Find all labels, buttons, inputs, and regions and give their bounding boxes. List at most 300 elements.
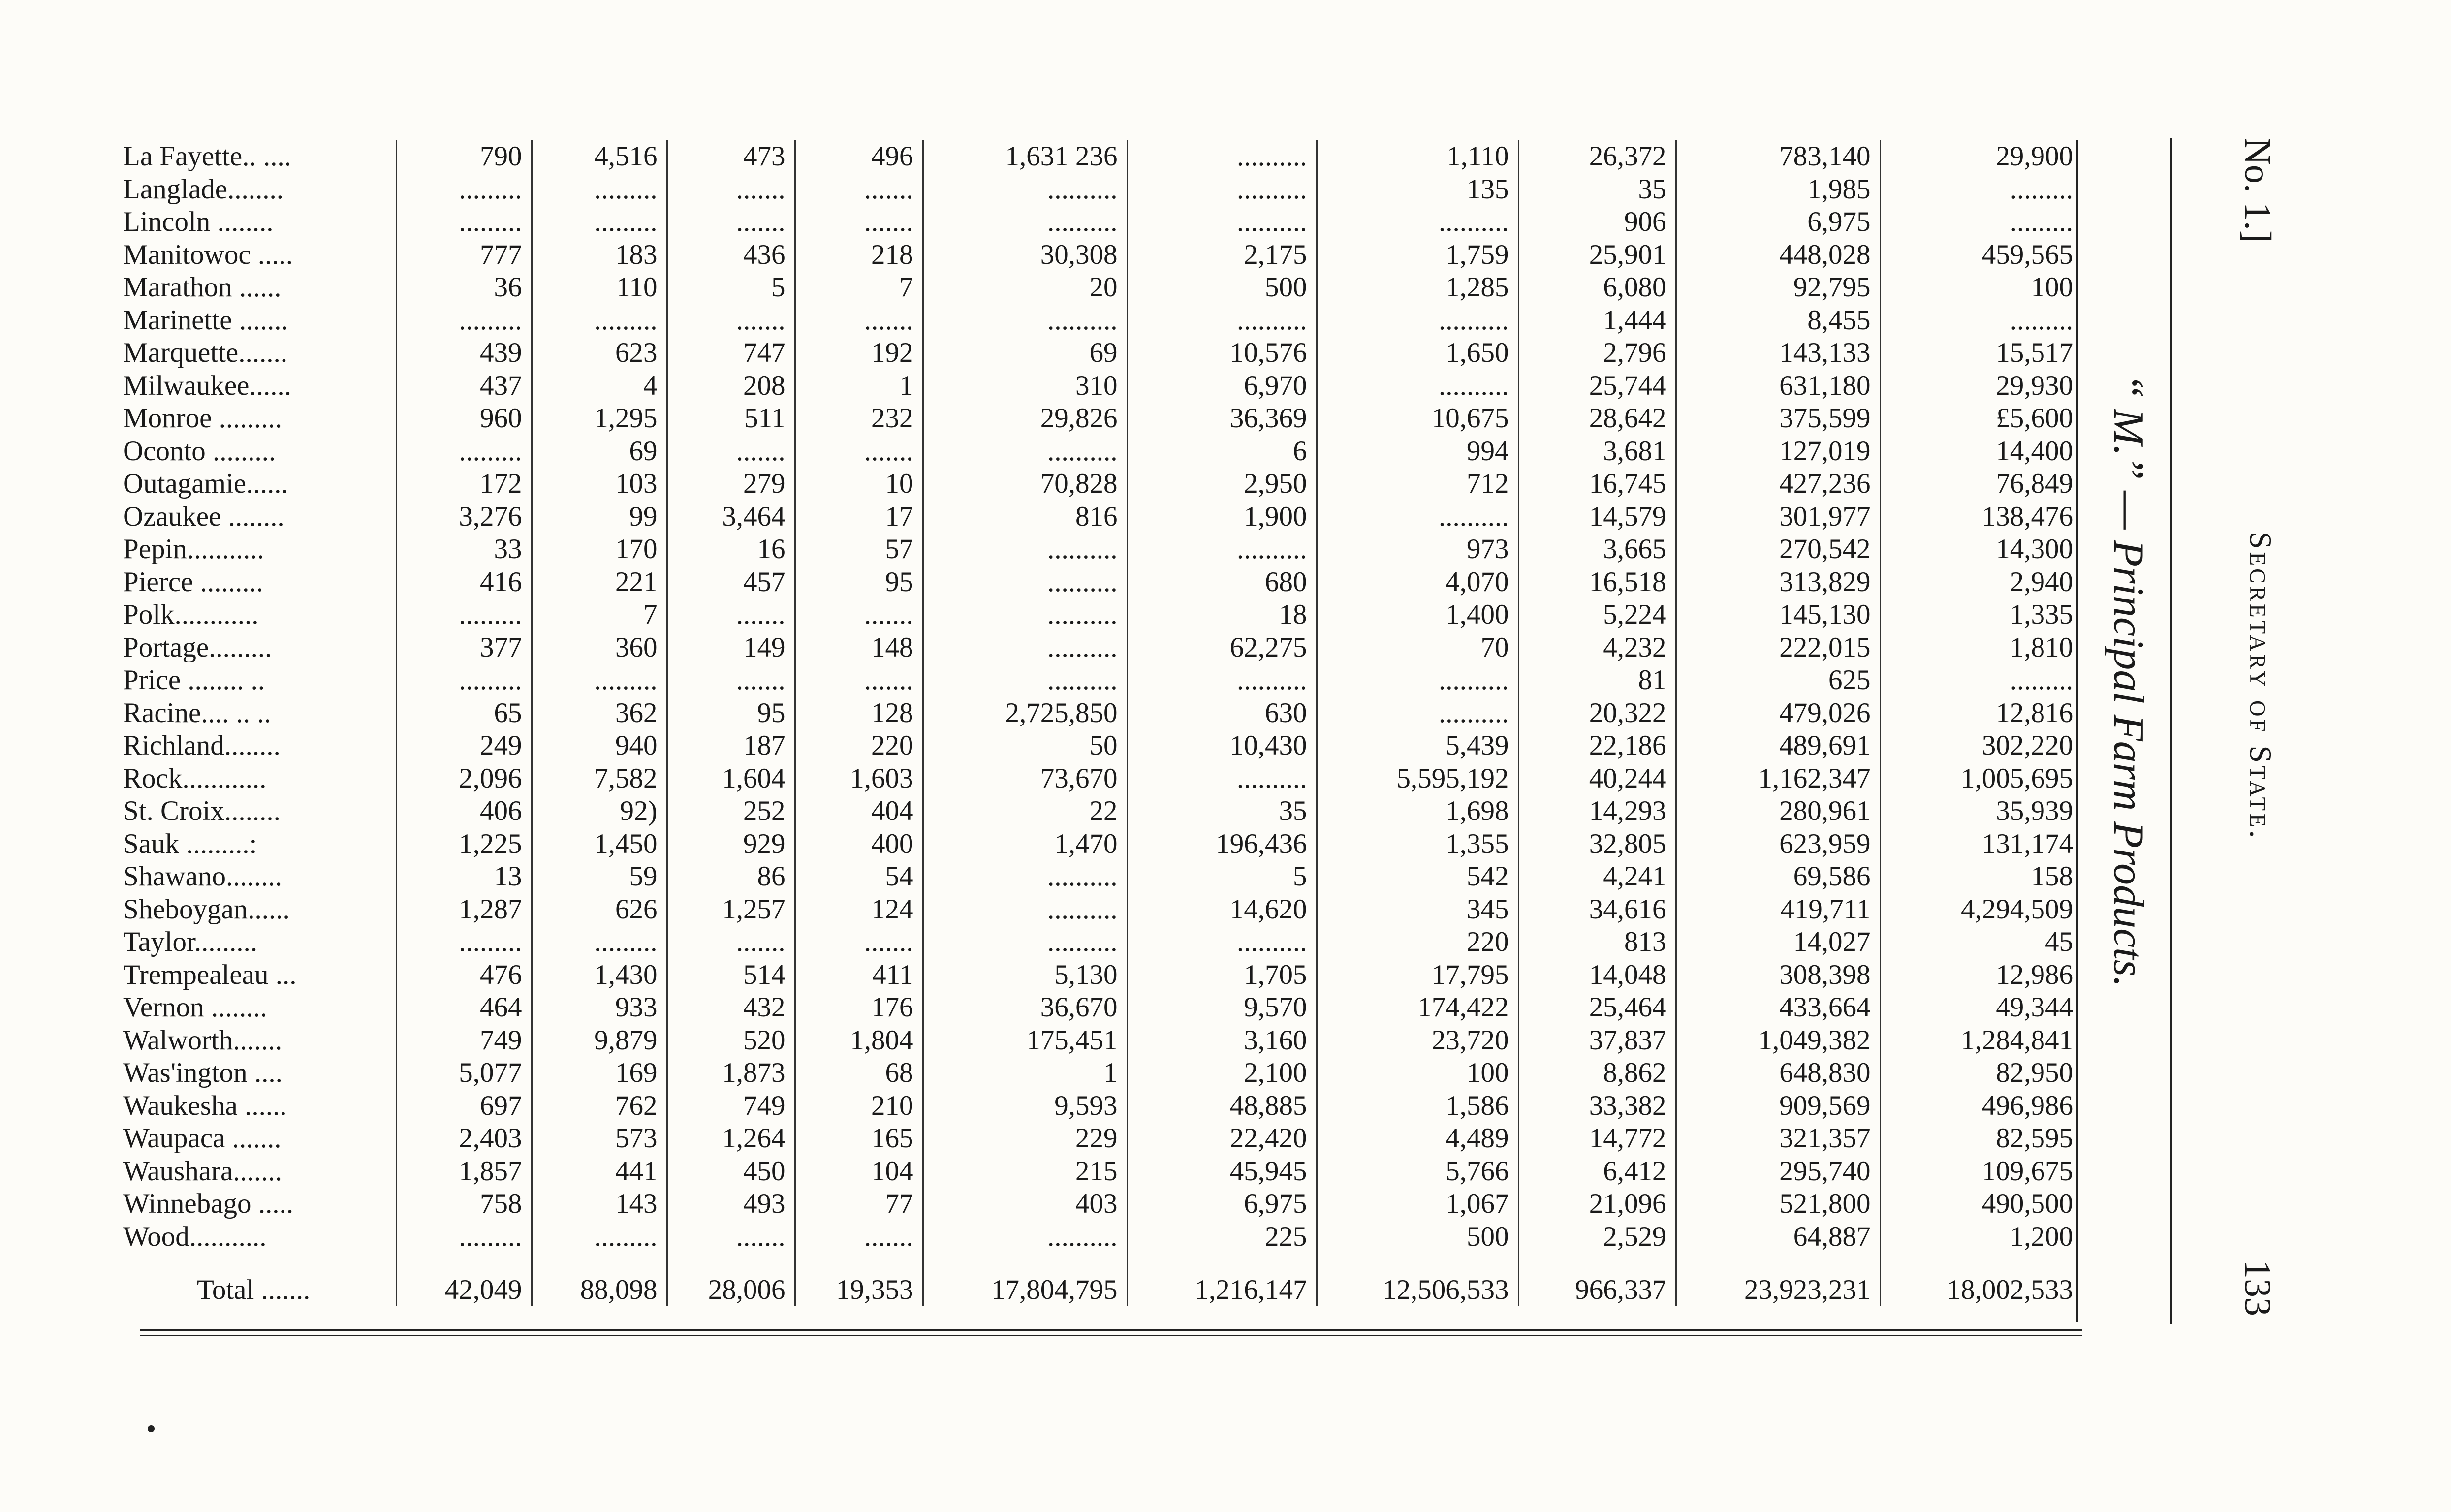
county-name: Rock............ [123,762,267,794]
value-cell: 623,959 [1676,828,1880,861]
value-cell: 99 [532,501,667,534]
value-cell: 12,986 [1880,959,2082,992]
value-cell: ......... [396,598,532,631]
value-cell: 6 [1127,435,1317,468]
value-cell: 100 [1317,1057,1518,1090]
spacer-row [123,1253,2082,1268]
value-cell: 1 [795,370,923,403]
value-cell: 1,355 [1317,828,1518,861]
value-cell: .......... [1317,697,1518,730]
table-row [123,206,2082,239]
value-cell: 1,650 [1317,337,1518,370]
county-name: Marquette....... [123,337,287,368]
value-cell: 416 [396,566,532,599]
value-cell: 360 [532,631,667,664]
value-cell: 45 [1880,926,2082,959]
value-cell: 3,160 [1127,1024,1317,1057]
value-cell: 169 [532,1057,667,1090]
county-name: Marathon ...... [123,272,282,303]
value-cell: 1,804 [795,1024,923,1057]
spacer-cell [1676,1253,1880,1268]
value-cell: 1,759 [1317,239,1518,272]
value-cell: 14,300 [1880,533,2082,566]
county-name: Racine.... .. .. [123,697,271,728]
value-cell: 473 [667,140,795,173]
value-cell: 175,451 [923,1024,1127,1057]
value-cell: 145,130 [1676,598,1880,631]
county-name: Vernon ........ [123,992,267,1023]
value-cell: 77 [795,1188,923,1221]
value-cell: 14,620 [1127,893,1317,926]
county-name: Outagamie...... [123,468,288,499]
value-cell: 1,900 [1127,501,1317,534]
value-cell: 697 [396,1090,532,1123]
county-name: Portage......... [123,631,272,663]
value-cell: ......... [396,206,532,239]
county-name: Richland........ [123,730,281,761]
page-number: 133 [2237,1260,2278,1316]
value-cell: 16 [667,533,795,566]
county-name: Walworth....... [123,1024,283,1056]
value-cell: 33 [396,533,532,566]
value-cell: 1,225 [396,828,532,861]
value-cell: 25,901 [1518,239,1676,272]
value-cell: 1,705 [1127,959,1317,992]
value-cell: 448,028 [1676,239,1880,272]
table-row [123,959,2082,992]
table-row [123,1057,2082,1090]
county-name: St. Croix........ [123,795,281,826]
value-cell: 45,945 [1127,1155,1317,1188]
value-cell: 439 [396,337,532,370]
value-cell: 1,604 [667,762,795,795]
value-cell: 542 [1317,860,1518,893]
value-cell: 816 [923,501,1127,534]
value-cell: 7 [795,271,923,304]
county-name: Was'ington .... [123,1057,283,1088]
table-row [123,991,2082,1024]
value-cell: 192 [795,337,923,370]
value-cell: 17,804,795 [923,1268,1127,1306]
value-cell: 14,048 [1518,959,1676,992]
value-cell: 2,950 [1127,468,1317,501]
farm-products-table [123,140,2082,1306]
value-cell: 4 [532,370,667,403]
value-cell: 73,670 [923,762,1127,795]
county-name: Taylor......... [123,926,258,957]
value-cell: 1,049,382 [1676,1024,1880,1057]
value-cell: 5 [667,271,795,304]
table-row [123,1155,2082,1188]
value-cell: £5,600 [1880,402,2082,435]
value-cell: 103 [532,468,667,501]
value-cell: 37,837 [1518,1024,1676,1057]
value-cell: ....... [667,206,795,239]
value-cell: 12,506,533 [1317,1268,1518,1306]
value-cell: ....... [667,173,795,206]
table-row [123,435,2082,468]
value-cell: 933 [532,991,667,1024]
value-cell: 183 [532,239,667,272]
county-name: Pierce ......... [123,566,263,598]
value-cell: 1,631 236 [923,140,1127,173]
value-cell: 4,489 [1317,1122,1518,1155]
table-row [123,566,2082,599]
value-cell: .......... [1317,206,1518,239]
value-cell: .......... [923,926,1127,959]
value-cell: 5 [1127,860,1317,893]
value-cell: 1,450 [532,828,667,861]
value-cell: 625 [1676,664,1880,697]
value-cell: 18,002,533 [1880,1268,2082,1306]
value-cell: 1,216,147 [1127,1268,1317,1306]
value-cell: 86 [667,860,795,893]
table-row [123,337,2082,370]
value-cell: 34,616 [1518,893,1676,926]
value-cell: 57 [795,533,923,566]
spacer-cell [1880,1253,2082,1268]
value-cell: .......... [923,664,1127,697]
value-cell: 220 [1317,926,1518,959]
value-cell: 5,077 [396,1057,532,1090]
spacer-cell [667,1253,795,1268]
value-cell: 511 [667,402,795,435]
value-cell: 493 [667,1188,795,1221]
value-cell: 1,586 [1317,1090,1518,1123]
value-cell: 400 [795,828,923,861]
value-cell: 69,586 [1676,860,1880,893]
value-cell: 302,220 [1880,729,2082,762]
value-cell: 59 [532,860,667,893]
value-cell: 514 [667,959,795,992]
value-cell: ......... [396,664,532,697]
value-cell: 4,516 [532,140,667,173]
value-cell: 20 [923,271,1127,304]
value-cell: 310 [923,370,1127,403]
county-name: Shawano........ [123,861,282,892]
table-row [123,239,2082,272]
value-cell: 4,070 [1317,566,1518,599]
county-name: Manitowoc ..... [123,239,293,270]
county-name: Waushara....... [123,1155,283,1187]
table-row [123,1221,2082,1254]
value-cell: .......... [1127,206,1317,239]
value-cell: 403 [923,1188,1127,1221]
value-cell: 17 [795,501,923,534]
value-cell: 13 [396,860,532,893]
table-row [123,468,2082,501]
value-cell: 15,517 [1880,337,2082,370]
value-cell: 749 [667,1090,795,1123]
value-cell: ......... [396,435,532,468]
county-name: Langlade........ [123,173,284,205]
value-cell: 135 [1317,173,1518,206]
value-cell: 172 [396,468,532,501]
spacer-cell [923,1253,1127,1268]
spacer-cell [123,1253,396,1268]
value-cell: 128 [795,697,923,730]
value-cell: .......... [923,631,1127,664]
value-cell: 313,829 [1676,566,1880,599]
value-cell: 520 [667,1024,795,1057]
value-cell: ......... [396,304,532,337]
value-cell: .......... [923,893,1127,926]
value-cell: .......... [1317,370,1518,403]
value-cell: 2,529 [1518,1221,1676,1254]
value-cell: 496,986 [1880,1090,2082,1123]
value-cell: ......... [532,304,667,337]
value-cell: 427,236 [1676,468,1880,501]
county-name: Pepin........... [123,534,264,565]
value-cell: 960 [396,402,532,435]
value-cell: 82,595 [1880,1122,2082,1155]
table-row [123,533,2082,566]
value-cell: 1,257 [667,893,795,926]
value-cell: 176 [795,991,923,1024]
value-cell: 411 [795,959,923,992]
table-row [123,926,2082,959]
value-cell: 22,186 [1518,729,1676,762]
value-cell: 95 [667,697,795,730]
value-cell: 19,353 [795,1268,923,1306]
value-cell: 2,796 [1518,337,1676,370]
value-cell: 5,130 [923,959,1127,992]
value-cell: 6,975 [1127,1188,1317,1221]
value-cell: ......... [396,926,532,959]
value-cell: 100 [1880,271,2082,304]
value-cell: 65 [396,697,532,730]
table-row [123,140,2082,173]
value-cell: ....... [795,664,923,697]
value-cell: ......... [532,206,667,239]
value-cell: ....... [667,304,795,337]
value-cell: 377 [396,631,532,664]
spacer-cell [532,1253,667,1268]
value-cell: 48,885 [1127,1090,1317,1123]
value-cell: .......... [1127,173,1317,206]
table-row [123,1122,2082,1155]
value-cell: ....... [795,435,923,468]
value-cell: 17,795 [1317,959,1518,992]
value-cell: 3,276 [396,501,532,534]
value-cell: 631,180 [1676,370,1880,403]
value-cell: 940 [532,729,667,762]
value-cell: ....... [667,598,795,631]
value-cell: 496 [795,140,923,173]
value-cell: 4,241 [1518,860,1676,893]
value-cell: ......... [532,926,667,959]
value-cell: 187 [667,729,795,762]
value-cell: 362 [532,697,667,730]
table-row [123,173,2082,206]
value-cell: 457 [667,566,795,599]
value-cell: 790 [396,140,532,173]
county-name: Wood........... [123,1221,267,1252]
value-cell: ....... [667,926,795,959]
value-cell: 35 [1127,795,1317,828]
value-cell: 973 [1317,533,1518,566]
county-name: Lincoln ........ [123,206,274,237]
value-cell: 500 [1317,1221,1518,1254]
value-cell: 252 [667,795,795,828]
value-cell: .......... [923,435,1127,468]
value-cell: ......... [532,1221,667,1254]
value-cell: .......... [923,173,1127,206]
table-row [123,1188,2082,1221]
value-cell: 62,275 [1127,631,1317,664]
value-cell: 441 [532,1155,667,1188]
value-cell: 28,642 [1518,402,1676,435]
value-cell: .......... [1127,664,1317,697]
value-cell: 648,830 [1676,1057,1880,1090]
value-cell: 404 [795,795,923,828]
value-cell: 170 [532,533,667,566]
value-cell: 124 [795,893,923,926]
value-cell: 476 [396,959,532,992]
value-cell: 783,140 [1676,140,1880,173]
value-cell: 345 [1317,893,1518,926]
value-cell: 143,133 [1676,337,1880,370]
value-cell: 7,582 [532,762,667,795]
value-cell: 1,200 [1880,1221,2082,1254]
value-cell: 229 [923,1122,1127,1155]
value-cell: 2,100 [1127,1057,1317,1090]
value-cell: 630 [1127,697,1317,730]
value-cell: 21,096 [1518,1188,1676,1221]
value-cell: 5,439 [1317,729,1518,762]
value-cell: .......... [923,304,1127,337]
county-name: Waukesha ...... [123,1090,287,1121]
value-cell: 10,675 [1317,402,1518,435]
county-name: Sauk .........: [123,828,257,859]
value-cell: 9,879 [532,1024,667,1057]
value-cell: 64,887 [1676,1221,1880,1254]
section-title: “ M.” — Principal Farm Products. [2105,374,2152,987]
value-cell: 9,593 [923,1090,1127,1123]
value-cell: 712 [1317,468,1518,501]
value-cell: 23,923,231 [1676,1268,1880,1306]
value-cell: 2,175 [1127,239,1317,272]
value-cell: 479,026 [1676,697,1880,730]
table-row [123,402,2082,435]
county-name: Waupaca ....... [123,1123,282,1154]
value-cell: ....... [667,664,795,697]
value-cell: 4,232 [1518,631,1676,664]
value-cell: 6,080 [1518,271,1676,304]
value-cell: 623 [532,337,667,370]
value-cell: 406 [396,795,532,828]
value-cell: 321,357 [1676,1122,1880,1155]
value-cell: 1 [923,1057,1127,1090]
value-cell: ......... [532,664,667,697]
table-row [123,271,2082,304]
value-cell: 49,344 [1880,991,2082,1024]
value-cell: 5,766 [1317,1155,1518,1188]
value-cell: 232 [795,402,923,435]
value-cell: ......... [1880,304,2082,337]
value-cell: .......... [1127,304,1317,337]
value-cell: 92,795 [1676,271,1880,304]
value-cell: 127,019 [1676,435,1880,468]
value-cell: 301,977 [1676,501,1880,534]
county-name: Monroe ......... [123,403,282,434]
table-row [123,598,2082,631]
value-cell: 777 [396,239,532,272]
value-cell: 81 [1518,664,1676,697]
value-cell: 1,067 [1317,1188,1518,1221]
value-cell: 14,293 [1518,795,1676,828]
value-cell: .......... [923,598,1127,631]
value-cell: 222,015 [1676,631,1880,664]
table-row [123,697,2082,730]
value-cell: .......... [1317,664,1518,697]
value-cell: 295,740 [1676,1155,1880,1188]
value-cell: ....... [795,598,923,631]
value-cell: ....... [795,173,923,206]
value-cell: 82,950 [1880,1057,2082,1090]
table-row [123,370,2082,403]
value-cell: 208 [667,370,795,403]
value-cell: 270,542 [1676,533,1880,566]
value-cell: 36,369 [1127,402,1317,435]
value-cell: 573 [532,1122,667,1155]
value-cell: 3,464 [667,501,795,534]
value-cell: .......... [1317,501,1518,534]
table-body [123,140,2082,1306]
value-cell: 110 [532,271,667,304]
table-row [123,893,2082,926]
value-cell: 138,476 [1880,501,2082,534]
value-cell: 749 [396,1024,532,1057]
value-cell: 8,455 [1676,304,1880,337]
header-rule [2170,138,2172,1324]
value-cell: 149 [667,631,795,664]
value-cell: 1,470 [923,828,1127,861]
value-cell: 1,444 [1518,304,1676,337]
value-cell: ....... [795,304,923,337]
value-cell: 1,110 [1317,140,1518,173]
value-cell: ......... [396,1221,532,1254]
value-cell: 3,681 [1518,435,1676,468]
value-cell: 2,403 [396,1122,532,1155]
value-cell: 218 [795,239,923,272]
value-cell: .......... [1127,926,1317,959]
value-cell: 8,862 [1518,1057,1676,1090]
bottom-rule-double [140,1335,2082,1336]
county-name: Price ........ .. [123,664,265,695]
value-cell: 225 [1127,1221,1317,1254]
value-cell: 23,720 [1317,1024,1518,1057]
value-cell: 14,400 [1880,435,2082,468]
value-cell: 1,285 [1317,271,1518,304]
value-cell: 966,337 [1518,1268,1676,1306]
value-cell: 459,565 [1880,239,2082,272]
value-cell: 813 [1518,926,1676,959]
issue-number: No. 1.] [2237,138,2278,243]
value-cell: 221 [532,566,667,599]
county-name: Milwaukee...... [123,370,291,401]
value-cell: 88,098 [532,1268,667,1306]
value-cell: 375,599 [1676,402,1880,435]
value-cell: 25,744 [1518,370,1676,403]
value-cell: ......... [1880,206,2082,239]
value-cell: 30,308 [923,239,1127,272]
spacer-cell [1127,1253,1317,1268]
value-cell: 436 [667,239,795,272]
value-cell: 109,675 [1880,1155,2082,1188]
value-cell: 1,873 [667,1057,795,1090]
value-cell: 450 [667,1155,795,1188]
